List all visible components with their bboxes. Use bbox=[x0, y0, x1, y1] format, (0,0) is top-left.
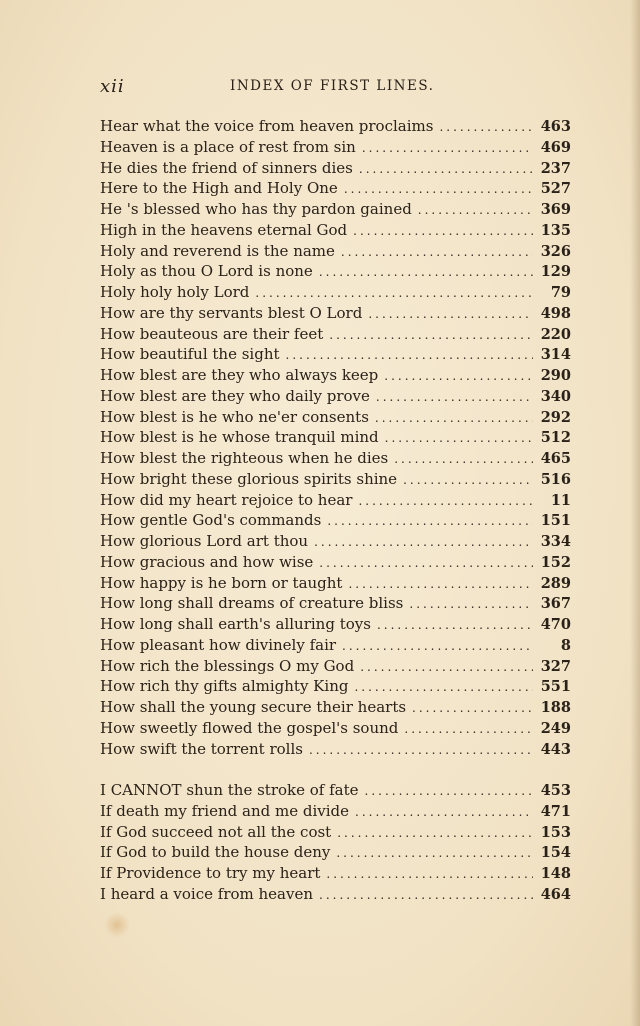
entry-first-line: How long shall dreams of creature bliss bbox=[100, 594, 404, 613]
entry-hymn-number: 340 bbox=[540, 387, 571, 405]
entry-first-line: How gracious and how wise bbox=[100, 552, 314, 571]
dot-leader bbox=[336, 843, 533, 863]
dot-leader bbox=[360, 657, 533, 677]
dot-leader bbox=[394, 449, 533, 469]
entry-first-line: How are thy servants blest O Lord bbox=[100, 303, 363, 322]
dot-leader bbox=[412, 698, 533, 718]
entry-hymn-number: 465 bbox=[540, 450, 571, 467]
dot-leader bbox=[376, 387, 533, 407]
entry-first-line: If death my friend and me divide bbox=[100, 801, 350, 820]
index-entry bbox=[100, 199, 571, 220]
entry-hymn-number: 290 bbox=[540, 367, 571, 384]
entry-first-line: How long shall earth's alluring toys bbox=[100, 615, 371, 633]
entry-hymn-number: 8 bbox=[560, 636, 571, 654]
index-entry bbox=[100, 676, 571, 697]
entry-hymn-number: 249 bbox=[540, 719, 571, 737]
index-entry bbox=[100, 220, 571, 241]
page-edge-shadow bbox=[630, 0, 640, 1026]
entry-hymn-number: 326 bbox=[540, 242, 571, 260]
index-entry bbox=[100, 282, 571, 303]
entry-first-line: He dies the friend of sinners dies bbox=[100, 158, 353, 177]
entry-hymn-number: 152 bbox=[540, 553, 571, 571]
entry-first-line: I heard a voice from heaven bbox=[100, 884, 314, 903]
entry-first-line: He 's blessed who has thy pardon gained bbox=[100, 200, 412, 218]
entry-first-line: How swift the torrent rolls bbox=[100, 739, 303, 758]
index-entry bbox=[100, 448, 571, 469]
entry-hymn-number: 289 bbox=[540, 574, 571, 592]
dot-leader bbox=[337, 823, 533, 843]
dot-leader bbox=[362, 138, 533, 158]
dot-leader bbox=[319, 262, 533, 282]
dot-leader bbox=[314, 532, 533, 552]
dot-leader bbox=[418, 200, 533, 220]
dot-leader bbox=[327, 511, 533, 531]
entry-hymn-number: 453 bbox=[540, 782, 571, 799]
entry-first-line: Holy and reverend is the name bbox=[100, 241, 335, 260]
dot-leader bbox=[365, 781, 533, 801]
entry-hymn-number: 188 bbox=[540, 699, 571, 716]
entry-hymn-number: 469 bbox=[540, 138, 571, 156]
entry-hymn-number: 498 bbox=[540, 304, 571, 322]
entry-first-line: How pleasant how divinely fair bbox=[100, 635, 337, 654]
entry-hymn-number: 464 bbox=[540, 885, 571, 903]
entry-hymn-number: 11 bbox=[550, 491, 571, 509]
entry-hymn-number: 292 bbox=[540, 408, 571, 426]
entry-first-line: Here to the High and Holy One bbox=[100, 179, 338, 198]
entry-first-line: How blest is he who ne'er consents bbox=[100, 407, 369, 426]
index-entry bbox=[100, 178, 571, 199]
index-entry bbox=[100, 573, 571, 594]
entry-first-line: How blest are they who daily prove bbox=[100, 386, 370, 405]
entry-hymn-number: 79 bbox=[550, 284, 571, 301]
index-entry bbox=[100, 303, 571, 324]
entry-first-line: How blest is he whose tranquil mind bbox=[100, 428, 379, 447]
entry-first-line: How gentle God's commands bbox=[100, 511, 322, 530]
index-entry bbox=[100, 510, 571, 531]
index-entry bbox=[100, 241, 571, 262]
entry-first-line: If God succeed not all the cost bbox=[100, 822, 332, 841]
index-entry bbox=[100, 531, 571, 552]
dot-leader bbox=[409, 594, 533, 614]
entry-first-line: Holy as thou O Lord is none bbox=[100, 262, 313, 281]
index-section-i bbox=[100, 780, 571, 905]
entry-hymn-number: 551 bbox=[540, 678, 571, 696]
index-entry bbox=[100, 635, 571, 656]
entry-first-line: Hear what the voice from heaven proclaims bbox=[100, 117, 434, 135]
entry-hymn-number: 153 bbox=[540, 823, 571, 841]
dot-leader bbox=[342, 636, 533, 656]
entry-first-line: How rich thy gifts almighty King bbox=[100, 677, 349, 696]
dot-leader bbox=[384, 366, 533, 386]
index-entry bbox=[100, 116, 571, 137]
index-entry bbox=[100, 324, 571, 345]
dot-leader bbox=[319, 553, 533, 573]
index-entry bbox=[100, 884, 571, 905]
index-entry bbox=[100, 739, 571, 760]
index-entry bbox=[100, 822, 571, 843]
entry-hymn-number: 314 bbox=[540, 346, 571, 364]
dot-leader bbox=[368, 304, 533, 324]
index-entry bbox=[100, 801, 571, 822]
entry-hymn-number: 237 bbox=[540, 159, 571, 177]
dot-leader bbox=[319, 885, 533, 905]
entry-hymn-number: 151 bbox=[540, 512, 571, 530]
index-entry bbox=[100, 780, 571, 801]
entry-hymn-number: 367 bbox=[540, 595, 571, 613]
dot-leader bbox=[344, 179, 533, 199]
entry-first-line: How beautiful the sight bbox=[100, 345, 280, 364]
entry-first-line: How sweetly flowed the gospel's sound bbox=[100, 718, 399, 737]
entry-hymn-number: 148 bbox=[540, 865, 571, 882]
index-entry bbox=[100, 407, 571, 428]
index-entry bbox=[100, 261, 571, 282]
entry-hymn-number: 443 bbox=[540, 740, 571, 758]
paper-stain bbox=[104, 912, 130, 938]
dot-leader bbox=[377, 615, 533, 635]
entry-first-line: How happy is he born or taught bbox=[100, 573, 343, 592]
entry-hymn-number: 527 bbox=[540, 180, 571, 198]
index-entry bbox=[100, 158, 571, 179]
entry-hymn-number: 470 bbox=[540, 616, 571, 633]
entry-hymn-number: 512 bbox=[540, 429, 571, 447]
entry-first-line: Holy holy holy Lord bbox=[100, 283, 250, 301]
running-title: INDEX OF FIRST LINES. bbox=[230, 78, 435, 94]
page-number: xii bbox=[100, 76, 125, 97]
dot-leader bbox=[439, 117, 533, 137]
dot-leader bbox=[286, 345, 533, 365]
index-entry bbox=[100, 842, 571, 863]
dot-leader bbox=[375, 408, 533, 428]
index-entry bbox=[100, 386, 571, 407]
entry-hymn-number: 135 bbox=[540, 221, 571, 239]
dot-leader bbox=[353, 221, 533, 241]
index-entry bbox=[100, 614, 571, 635]
index-entry bbox=[100, 593, 571, 614]
entry-first-line: Heaven is a place of rest from sin bbox=[100, 137, 356, 156]
entry-first-line: How blest are they who always keep bbox=[100, 366, 379, 384]
index-entry bbox=[100, 552, 571, 573]
page-header bbox=[100, 76, 570, 96]
entry-hymn-number: 154 bbox=[540, 844, 571, 862]
entry-first-line: How did my heart rejoice to hear bbox=[100, 490, 353, 509]
index-entry bbox=[100, 469, 571, 490]
entry-first-line: How blest the righteous when he dies bbox=[100, 449, 389, 467]
entry-first-line: I CANNOT shun the stroke of fate bbox=[100, 781, 359, 799]
index-entry bbox=[100, 490, 571, 511]
entry-first-line: How beauteous are their feet bbox=[100, 324, 324, 343]
dot-leader bbox=[355, 802, 533, 822]
entry-hymn-number: 369 bbox=[540, 201, 571, 218]
index-section-h bbox=[100, 116, 571, 759]
dot-leader bbox=[403, 470, 533, 490]
entry-hymn-number: 129 bbox=[540, 263, 571, 281]
entry-first-line: If God to build the house deny bbox=[100, 843, 331, 862]
entry-hymn-number: 471 bbox=[540, 802, 571, 820]
entry-hymn-number: 327 bbox=[540, 657, 571, 675]
dot-leader bbox=[309, 740, 533, 760]
index-entry bbox=[100, 365, 571, 386]
dot-leader bbox=[255, 283, 533, 303]
index-entry bbox=[100, 427, 571, 448]
index-entry bbox=[100, 137, 571, 158]
entry-hymn-number: 516 bbox=[540, 470, 571, 488]
index-entry bbox=[100, 344, 571, 365]
entry-hymn-number: 220 bbox=[540, 325, 571, 343]
dot-leader bbox=[385, 428, 533, 448]
entry-first-line: How glorious Lord art thou bbox=[100, 532, 309, 550]
index-entry bbox=[100, 863, 571, 884]
dot-leader bbox=[341, 242, 533, 262]
entry-first-line: How bright these glorious spirits shine bbox=[100, 469, 398, 488]
dot-leader bbox=[359, 159, 533, 179]
index-entry bbox=[100, 718, 571, 739]
entry-first-line: If Providence to try my heart bbox=[100, 864, 321, 882]
dot-leader bbox=[358, 491, 533, 511]
index-entry bbox=[100, 656, 571, 677]
dot-leader bbox=[326, 864, 533, 884]
entry-first-line: How rich the blessings O my God bbox=[100, 656, 355, 675]
entry-first-line: How shall the young secure their hearts bbox=[100, 698, 407, 716]
dot-leader bbox=[354, 677, 533, 697]
dot-leader bbox=[329, 325, 533, 345]
dot-leader bbox=[348, 574, 533, 594]
entry-first-line: High in the heavens eternal God bbox=[100, 220, 348, 239]
dot-leader bbox=[404, 719, 533, 739]
index-entry bbox=[100, 697, 571, 718]
entry-hymn-number: 334 bbox=[540, 533, 571, 550]
entry-hymn-number: 463 bbox=[540, 118, 571, 135]
